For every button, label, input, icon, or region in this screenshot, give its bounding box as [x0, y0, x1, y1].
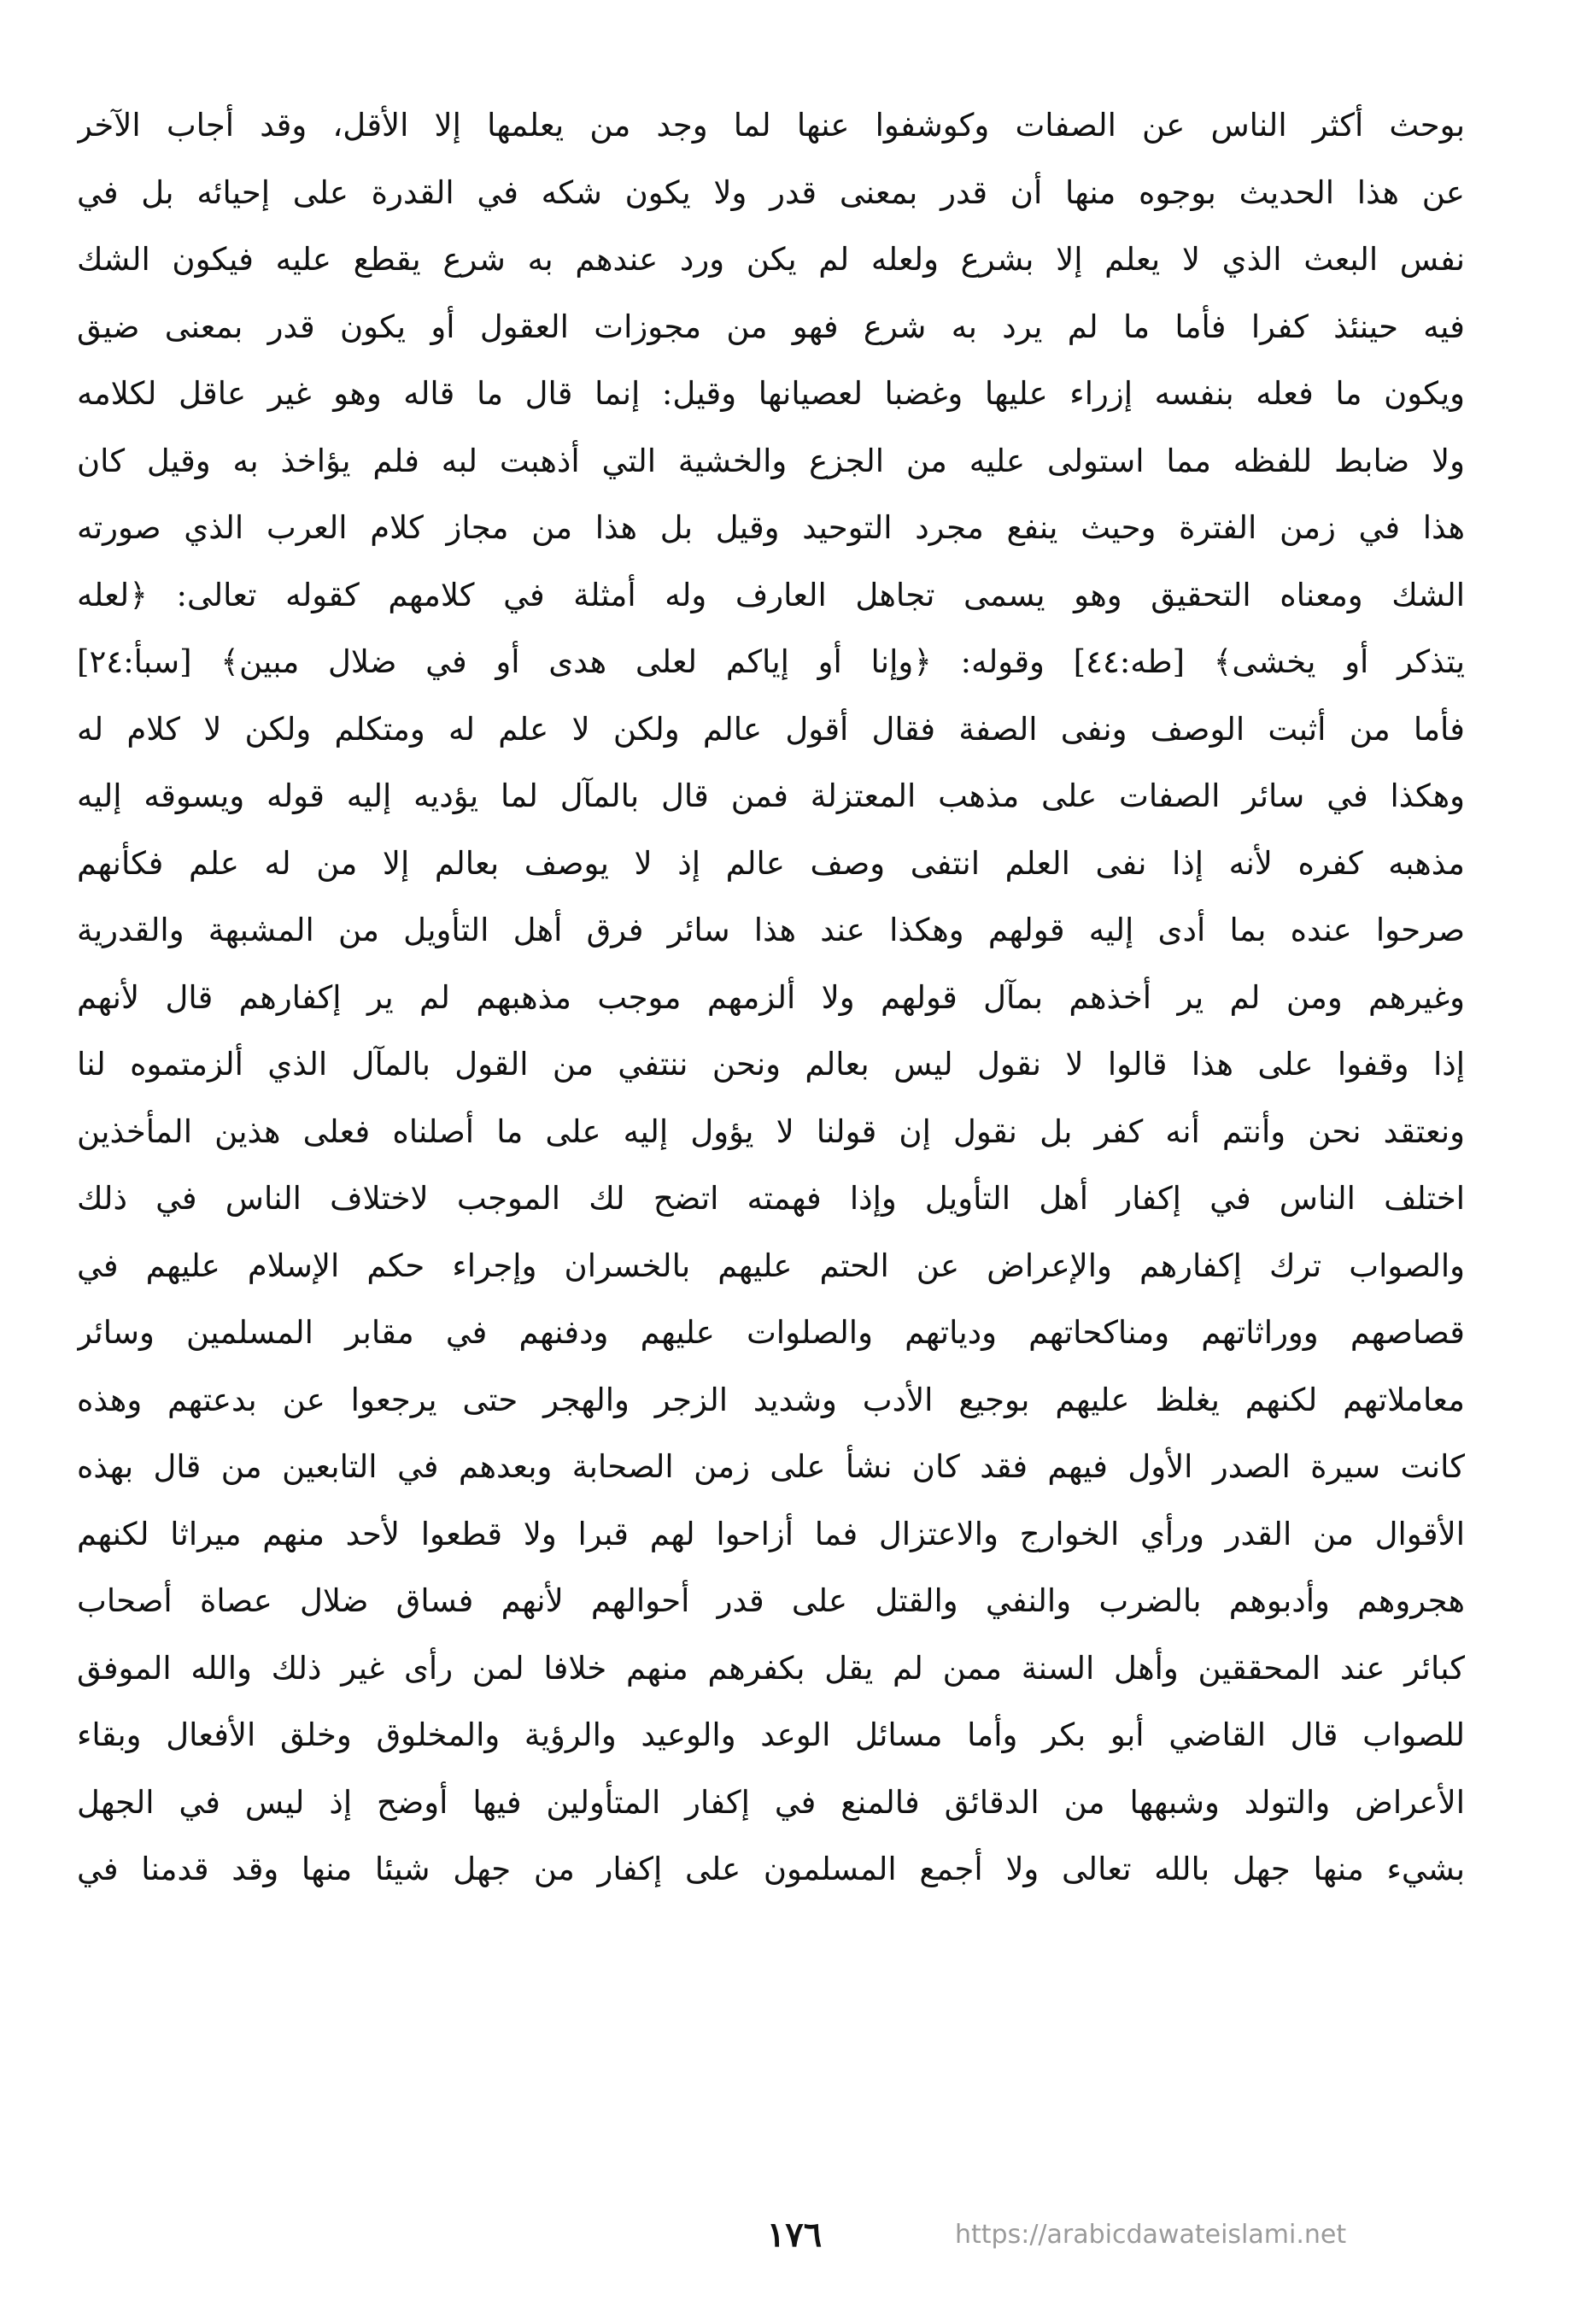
- text-line: نفس البعث الذي لا يعلم إلا بشرع ولعله لم يكن ورد عندهم به شرع يقطع عليه فيكون الشك: [77, 241, 1465, 278]
- text-line: كبائر عند المحققين وأهل السنة ممن لم يقل بكفرهم منهم خلافا لمن رأى غير ذلك والله الموفق: [77, 1649, 1465, 1687]
- text-line: اختلف الناس في إكفار أهل التأويل وإذا فهمته اتضح لك الموجب لاختلاف الناس في ذلك: [77, 1180, 1465, 1217]
- text-line: فأما من أثبت الوصف ونفى الصفة فقال أقول عالم ولكن لا علم له ومتكلم ولكن لا كلام له: [77, 710, 1465, 748]
- text-line: معاملاتهم لكنهم يغلظ عليهم بوجيع الأدب وشديد الزجر والهجر حتى يرجعوا عن بدعتهم وهذه: [77, 1381, 1465, 1418]
- text-line: هذا في زمن الفترة وحيث ينفع مجرد التوحيد وقيل بل هذا من مجاز كلام العرب الذي صورته: [77, 509, 1465, 546]
- text-line: الأقوال من القدر ورأي الخوارج والاعتزال فما أزاحوا لهم قبرا ولا قطعوا لأحد منهم ميراثا لكنهم: [77, 1515, 1465, 1552]
- text-line: ونعتقد نحن وأنتم أنه كفر بل نقول إن قولنا لا يؤول إليه على ما أصلناه فعلى هذين المأخذين: [77, 1112, 1465, 1150]
- text-line: قصاصهم ووراثاتهم ومناكحاتهم ودياتهم والصلوات عليهم ودفنهم في مقابر المسلمين وسائر: [77, 1314, 1465, 1351]
- text-line: بشيء منها جهل بالله تعالى ولا أجمع المسلمون على إكفار من جهل شيئا منها وقد قدمنا في: [77, 1851, 1465, 1887]
- text-line: وهكذا في سائر الصفات على مذهب المعتزلة فمن قال بالمآل لما يؤديه إليه قوله ويسوقه إليه: [77, 778, 1465, 814]
- page-body: [77, 92, 1465, 1904]
- text-line: ويكون ما فعله بنفسه إزراء عليها وغضبا لعصيانها وقيل: إنما قال ما قاله وهو غير عاقل لكلامه: [77, 375, 1465, 412]
- text-line: الشك ومعناه التحقيق وهو يسمى تجاهل العارف وله أمثلة في كلامهم كقوله تعالى: ﴿لعله: [77, 576, 1465, 613]
- page-number: ١٧٦: [766, 2215, 823, 2255]
- text-line: وغيرهم ومن لم ير أخذهم بمآل قولهم ولا ألزمهم موجب مذهبهم لم ير إكفارهم قال لأنهم: [77, 978, 1465, 1016]
- text-line: للصواب قال القاضي أبو بكر وأما مسائل الوعد والوعيد والرؤية والمخلوق وخلق الأفعال وبقاء: [77, 1717, 1465, 1753]
- text-line: ولا ضابط للفظه مما استولى عليه من الجزع والخشية التي أذهبت لبه فلم يؤاخذ به وقيل كان: [77, 442, 1465, 479]
- text-line: يتذكر أو يخشى﴾ [طه:٤٤] وقوله: ﴿وإنا أو إياكم لعلى هدى أو في ضلال مبين﴾ [سبأ:٢٤]: [77, 643, 1465, 680]
- watermark-url: https://arabicdawateislami.net: [955, 2220, 1347, 2250]
- text-line: بوحث أكثر الناس عن الصفات وكوشفوا عنها لما وجد من يعلمها إلا الأقل، وقد أجاب الآخر: [77, 107, 1465, 144]
- text-line: فيه حينئذ كفرا فأما ما لم يرد به شرع فهو من مجوزات العقول أو يكون قدر بمعنى ضيق: [77, 308, 1465, 345]
- text-line: مذهبه كفره لأنه إذا نفى العلم انتفى وصف عالم إذ لا يوصف بعالم إلا من له علم فكأنهم: [77, 844, 1465, 882]
- text-line: هجروهم وأدبوهم بالضرب والنفي والقتل على قدر أحوالهم لأنهم فساق ضلال عصاة أصحاب: [77, 1582, 1465, 1619]
- text-line: صرحوا عنده بما أدى إليه قولهم وهكذا عند هذا سائر فرق أهل التأويل من المشبهة والقدرية: [77, 912, 1465, 948]
- text-line: عن هذا الحديث بوجوه منها أن قدر بمعنى قدر ولا يكون شكه في القدرة على إحيائه بل في: [77, 173, 1465, 211]
- text-line: والصواب ترك إكفارهم والإعراض عن الحتم عليهم بالخسران وإجراء حكم الإسلام عليهم في: [77, 1247, 1465, 1284]
- text-line: كانت سيرة الصدر الأول فيهم فقد كان نشأ على زمن الصحابة وبعدهم في التابعين من قال بهذه: [77, 1448, 1465, 1485]
- page-footer: [0, 2210, 1593, 2261]
- text-line: إذا وقفوا على هذا قالوا لا نقول ليس بعالم ونحن ننتفي من القول بالمآل الذي ألزمتموه لنا: [77, 1046, 1465, 1083]
- text-line: الأعراض والتولد وشبهها من الدقائق فالمنع في إكفار المتأولين فيها أوضح إذ ليس في الجهل: [77, 1783, 1465, 1821]
